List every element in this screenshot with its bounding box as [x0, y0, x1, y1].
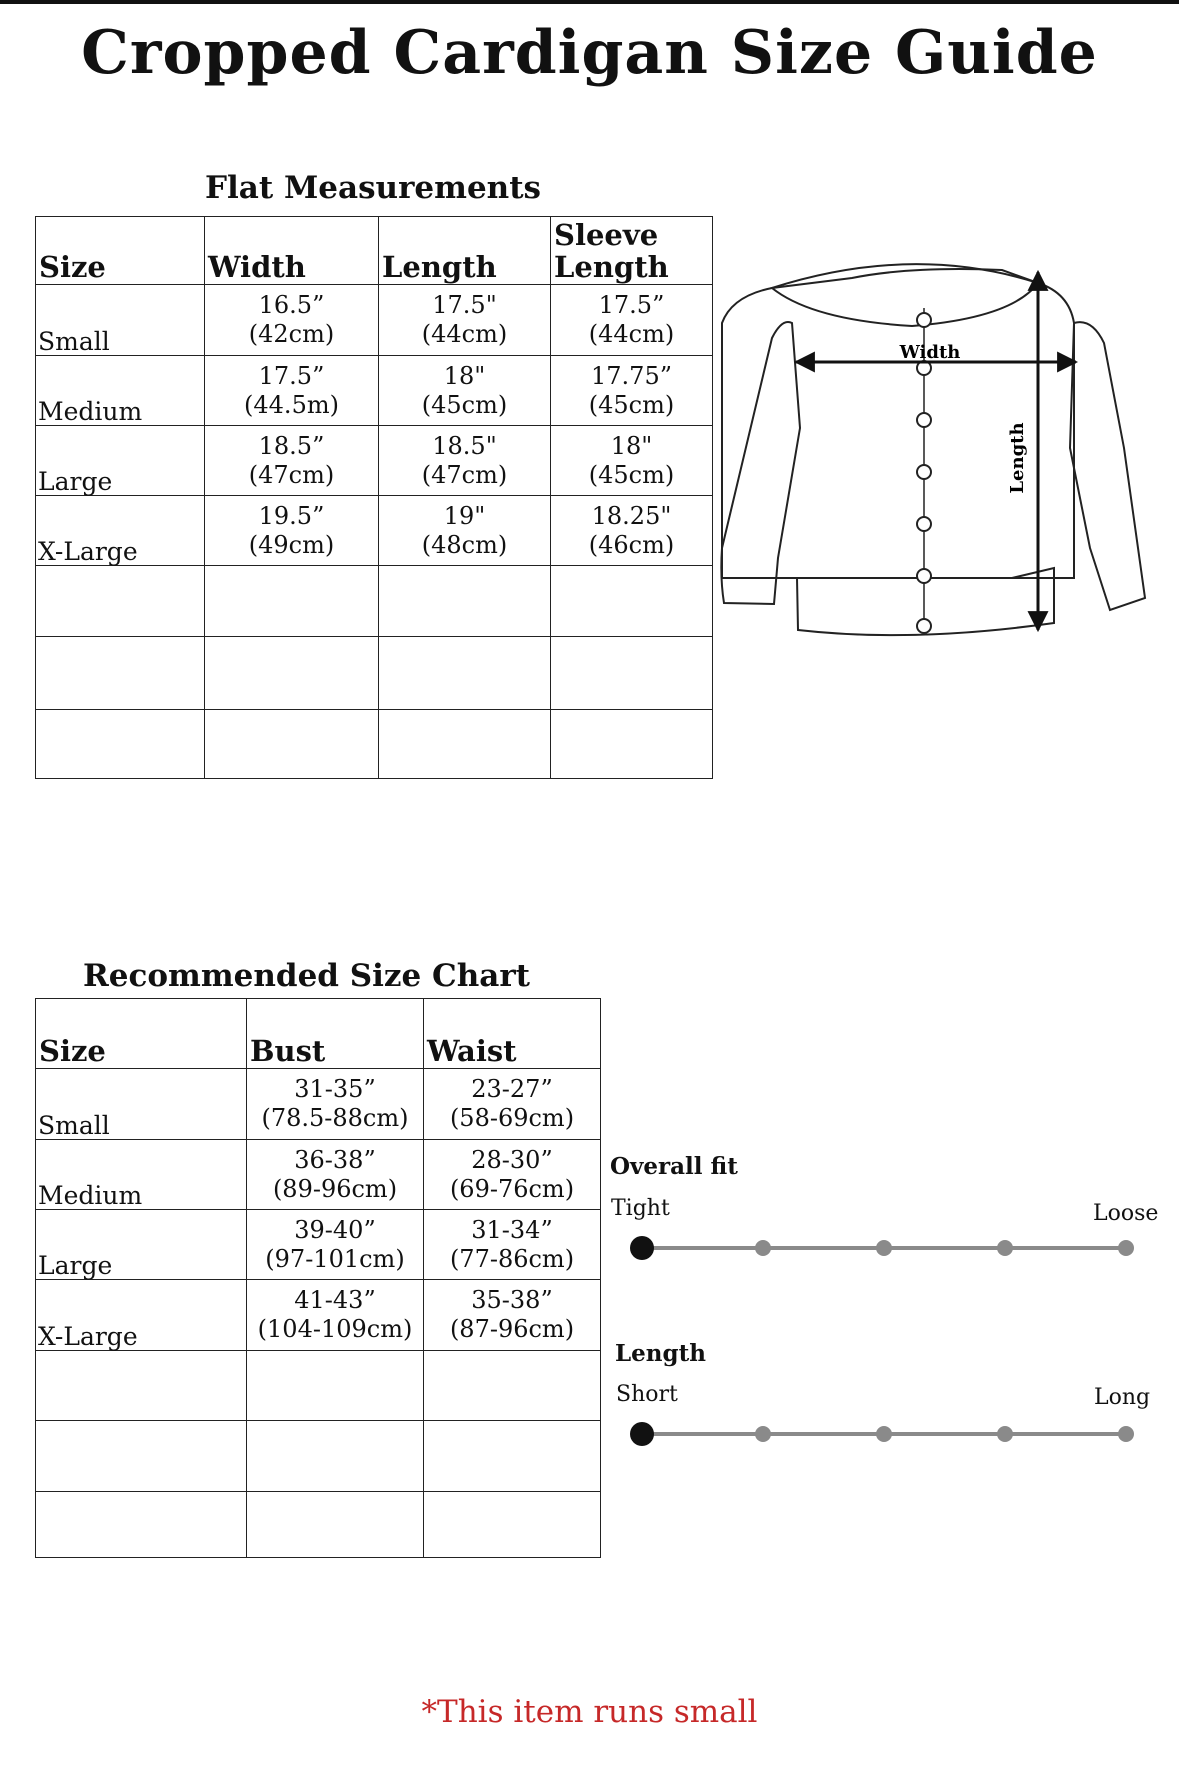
- table-row: [36, 1069, 601, 1140]
- waist-cell: 28-30” (69-76cm): [424, 1140, 601, 1210]
- size-cell: Small: [36, 1069, 247, 1140]
- scale-dot: [997, 1426, 1013, 1442]
- button-icon: [917, 569, 931, 583]
- overall-fit-scale: [620, 1230, 1140, 1266]
- table-row: [36, 285, 713, 356]
- button-icon: [917, 517, 931, 531]
- width-cell: 18.5” (47cm): [205, 426, 379, 496]
- empty-row: [36, 637, 713, 710]
- size-cell: X-Large: [36, 496, 205, 566]
- table-row: [36, 1280, 601, 1351]
- recommended-size-caption: Recommended Size Chart: [83, 958, 531, 994]
- empty-row: [36, 1421, 601, 1492]
- empty-row: [36, 566, 713, 637]
- sleeve-cell: 18" (45cm): [551, 426, 713, 496]
- scale-dot: [755, 1426, 771, 1442]
- overall-fit-right-label: Loose: [1093, 1201, 1159, 1226]
- table-row: [36, 356, 713, 426]
- scale-selected-dot: [630, 1236, 654, 1260]
- button-icon: [917, 313, 931, 327]
- cardigan-outline: [721, 264, 1145, 635]
- page-title: Cropped Cardigan Size Guide: [81, 18, 1098, 88]
- size-cell: X-Large: [36, 1280, 247, 1351]
- button-icon: [917, 619, 931, 633]
- scale-dot: [876, 1426, 892, 1442]
- length-cell: 18" (45cm): [379, 356, 551, 426]
- header-bust: Bust: [247, 999, 424, 1069]
- button-icon: [917, 465, 931, 479]
- overall-fit-title: Overall fit: [610, 1153, 738, 1180]
- table-header-row: [36, 999, 601, 1069]
- header-length: Length: [379, 217, 551, 285]
- bust-cell: 31-35” (78.5-88cm): [247, 1069, 424, 1140]
- length-cell: 19" (48cm): [379, 496, 551, 566]
- width-cell: 16.5” (42cm): [205, 285, 379, 356]
- sleeve-cell: 17.75” (45cm): [551, 356, 713, 426]
- size-cell: Medium: [36, 1140, 247, 1210]
- size-cell: Large: [36, 1210, 247, 1280]
- table-row: [36, 1210, 601, 1280]
- table-row: [36, 426, 713, 496]
- overall-fit-left-label: Tight: [611, 1196, 670, 1221]
- length-scale-right-label: Long: [1094, 1385, 1151, 1410]
- button-icon: [917, 413, 931, 427]
- flat-measurements-caption: Flat Measurements: [205, 170, 541, 206]
- header-size: Size: [36, 217, 205, 285]
- scale-dot: [1118, 1426, 1134, 1442]
- scale-dot: [1118, 1240, 1134, 1256]
- bust-cell: 39-40” (97-101cm): [247, 1210, 424, 1280]
- header-waist: Waist: [424, 999, 601, 1069]
- waist-cell: 31-34” (77-86cm): [424, 1210, 601, 1280]
- length-scale-left-label: Short: [616, 1382, 678, 1407]
- sleeve-cell: 17.5” (44cm): [551, 285, 713, 356]
- bust-cell: 36-38” (89-96cm): [247, 1140, 424, 1210]
- table-header-row: [36, 217, 713, 285]
- size-cell: Small: [36, 285, 205, 356]
- width-cell: 17.5” (44.5m): [205, 356, 379, 426]
- waist-cell: 23-27” (58-69cm): [424, 1069, 601, 1140]
- width-cell: 19.5” (49cm): [205, 496, 379, 566]
- sleeve-cell: 18.25" (46cm): [551, 496, 713, 566]
- scale-dot: [997, 1240, 1013, 1256]
- runs-small-note: *This item runs small: [421, 1694, 758, 1730]
- empty-row: [36, 710, 713, 779]
- table-row: [36, 496, 713, 566]
- recommended-size-table: [35, 998, 601, 1558]
- empty-row: [36, 1351, 601, 1421]
- top-rule: [0, 0, 1179, 4]
- bust-cell: 41-43” (104-109cm): [247, 1280, 424, 1351]
- width-label: Width: [899, 342, 961, 363]
- length-cell: 17.5" (44cm): [379, 285, 551, 356]
- header-width: Width: [205, 217, 379, 285]
- length-scale: [620, 1416, 1140, 1452]
- header-sleeve-length: Sleeve Length: [551, 217, 713, 285]
- length-label: Length: [1007, 422, 1028, 494]
- cardigan-diagram: [712, 248, 1156, 688]
- flat-measurements-table: [35, 216, 713, 779]
- size-cell: Large: [36, 426, 205, 496]
- empty-row: [36, 1492, 601, 1558]
- size-cell: Medium: [36, 356, 205, 426]
- table-row: [36, 1140, 601, 1210]
- header-size: Size: [36, 999, 247, 1069]
- length-cell: 18.5" (47cm): [379, 426, 551, 496]
- scale-dot: [876, 1240, 892, 1256]
- waist-cell: 35-38” (87-96cm): [424, 1280, 601, 1351]
- scale-dot: [755, 1240, 771, 1256]
- scale-selected-dot: [630, 1422, 654, 1446]
- length-scale-title: Length: [615, 1340, 706, 1367]
